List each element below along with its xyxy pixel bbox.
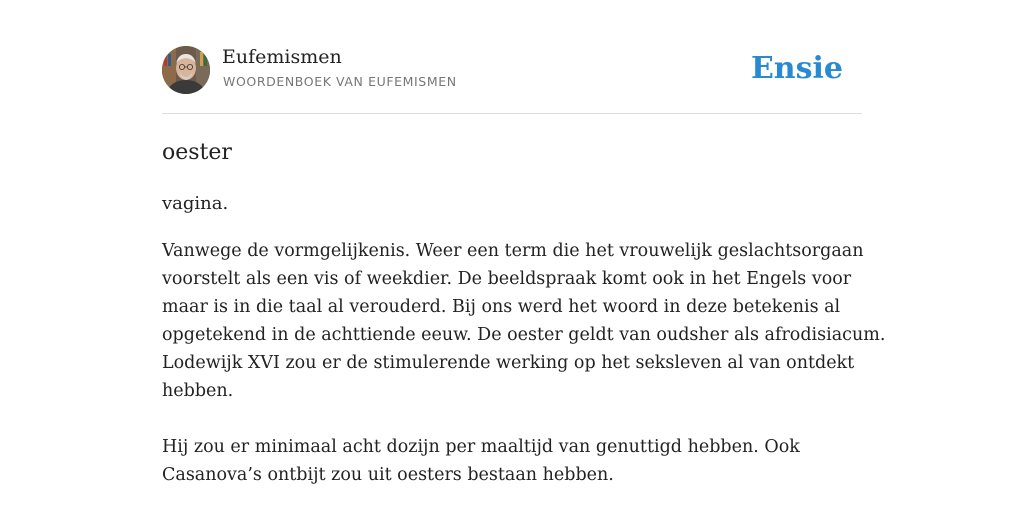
source-header [162, 0, 862, 114]
author-avatar[interactable] [162, 46, 210, 94]
ensie-logo-link[interactable]: Ensie [750, 51, 843, 86]
explanation-line: opgetekend in de achttiende eeuw. De oester geldt van oudsher als afrodisiacum. [162, 325, 886, 345]
source-name[interactable]: Eufemismen [222, 46, 342, 68]
explanation-line: hebben. [162, 381, 234, 401]
portrait-icon [162, 46, 210, 94]
explanation-line: Lodewijk XVI zou er de stimulerende werking op het seksleven al van ontdekt [162, 353, 855, 373]
source-subtitle: WOORDENBOEK VAN EUFEMISMEN [223, 74, 457, 89]
entry-card [162, 0, 886, 485]
explanation-line: Hij zou er minimaal acht dozijn per maaltijd van genuttigd hebben. Ook [162, 437, 800, 457]
entry-definition: vagina. [162, 193, 229, 214]
entry-explanation [162, 237, 886, 489]
entry-term: oester [162, 140, 232, 165]
explanation-line: maar is in die taal al verouderd. Bij ons werd het woord in deze betekenis al [162, 297, 841, 317]
explanation-line: Casanova’s ontbijt zou uit oesters bestaan hebben. [162, 465, 614, 485]
paragraph-gap [162, 405, 862, 433]
explanation-line: voorstelt als een vis of weekdier. De beeldspraak komt ook in het Engels voor [162, 269, 852, 289]
explanation-line: Vanwege de vormgelijkenis. Weer een term die het vrouwelijk geslachtsorgaan [162, 241, 864, 261]
